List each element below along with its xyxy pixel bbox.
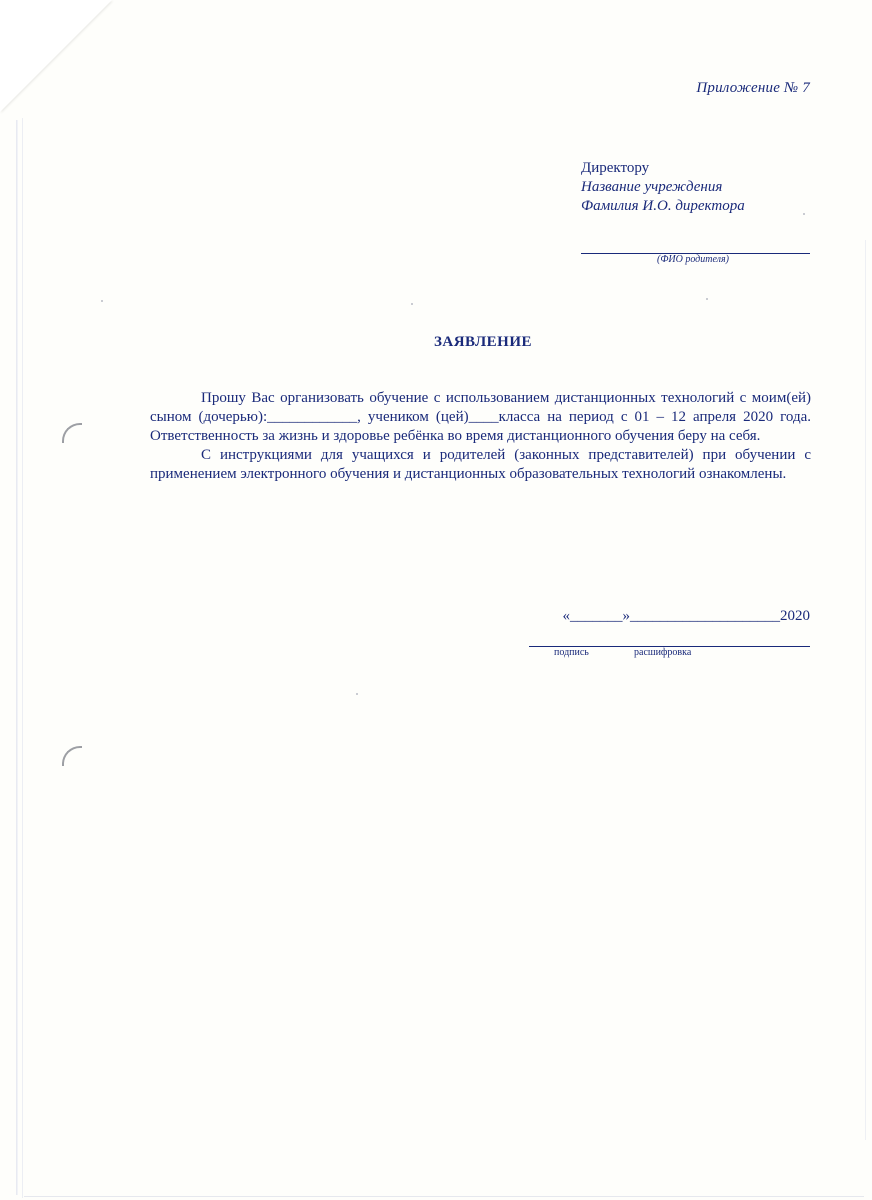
request-paragraph: Прошу Вас организовать обучение с использованием дистанционных технологий с моим(ей) сыном (дочерью):____________, учеником (цей)____класса на период с 01 – 12 апреля 2020 года. Ответственность за жизнь и здоровье ребёнка во время дистанционного обучения беру на себя. xyxy=(150,390,811,444)
folded-corner xyxy=(0,0,112,112)
date-line: «_______»____________________2020 xyxy=(562,608,810,624)
document-body xyxy=(150,389,811,484)
parent-name-caption: (ФИО родителя) xyxy=(657,254,729,265)
scan-speck xyxy=(706,298,708,300)
scan-speck xyxy=(101,300,103,302)
director-name: Фамилия И.О. директора xyxy=(581,198,745,214)
scan-speck xyxy=(803,213,805,215)
scan-speck xyxy=(411,303,413,305)
institution-name: Название учреждения xyxy=(581,179,723,195)
page-edge-bottom xyxy=(24,1196,864,1197)
page-edge-left xyxy=(16,120,18,1195)
punch-hole-mark xyxy=(62,423,82,443)
document-title: ЗАЯВЛЕНИЕ xyxy=(433,334,533,350)
signature-caption: подпись xyxy=(554,647,589,658)
addressee-position: Директору xyxy=(581,160,650,176)
scan-speck xyxy=(356,693,358,695)
punch-hole-mark xyxy=(62,746,82,766)
acknowledgement-paragraph: С инструкциями для учащихся и родителей (законных представителей) при обучении с применением электронного обучения и дистанционных образовательных технологий ознакомлены. xyxy=(150,447,811,482)
appendix-number: Приложение № 7 xyxy=(696,80,810,96)
page-edge-right xyxy=(865,240,866,1140)
decoding-caption: расшифровка xyxy=(634,647,692,658)
addressee-block xyxy=(581,159,745,216)
page-edge-left-inner xyxy=(22,118,23,1198)
